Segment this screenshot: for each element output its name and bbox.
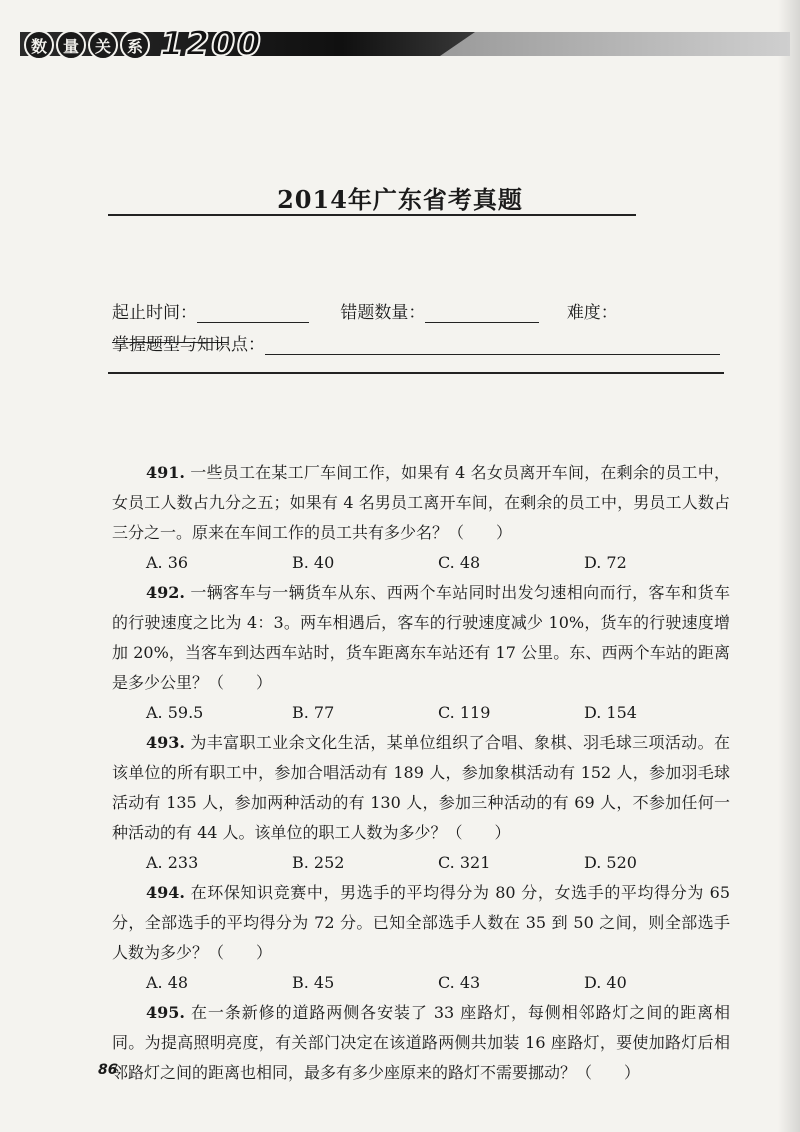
knowledge-field	[265, 336, 720, 355]
option-d: D. 154	[584, 703, 637, 722]
question-number: 491.	[146, 463, 185, 482]
question-text: 一些员工在某工厂车间工作，如果有 4 名女员离开车间，在剩余的员工中，女员工人数占九分之五；如果有 4 名男员工离开车间，在剩余的员工中，男员工人数占三分之一。原来在车间工作的员工共有多少名？（ ）	[112, 463, 730, 542]
knowledge-extra-line	[108, 372, 724, 374]
page-number: 86	[98, 1062, 118, 1078]
banner-char: 关	[88, 30, 118, 60]
option-c: C. 43	[438, 973, 481, 992]
option-a: A. 59.5	[146, 703, 204, 722]
answer-options	[112, 548, 730, 578]
page-title: 2014年广东省考真题	[277, 185, 523, 214]
question-493	[112, 728, 730, 878]
banner-char: 系	[120, 30, 150, 60]
question-number: 495.	[146, 1003, 185, 1022]
option-c: C. 321	[438, 853, 491, 872]
wrong-count-label: 错题数量：	[340, 303, 426, 323]
option-b: B. 45	[292, 973, 335, 992]
option-c: C. 48	[438, 553, 481, 572]
option-b: B. 77	[292, 703, 335, 722]
start-time-label: 起止时间：	[112, 303, 197, 323]
question-stem	[112, 728, 730, 848]
header-banner	[20, 24, 790, 64]
question-number: 494.	[146, 883, 185, 902]
knowledge-label: 掌握题型与知识点：	[112, 335, 265, 355]
banner-number: 1200	[160, 24, 263, 64]
question-491	[112, 458, 730, 578]
question-text: 为丰富职工业余文化生活，某单位组织了合唱、象棋、羽毛球三项活动。在该单位的所有职工中，参加合唱活动有 189 人，参加象棋活动有 152 人，参加羽毛球活动有 135 人，参加两种活动的有 130 人，参加三种活动的有 69 人，不参加任何一种活动的有 44 人。该单位的职工人数为多少？（ ）	[112, 733, 730, 842]
wrong-count-field	[425, 304, 539, 323]
option-a: A. 48	[146, 973, 189, 992]
option-d: D. 72	[584, 553, 627, 572]
start-time-field	[197, 304, 309, 323]
question-number: 493.	[146, 733, 185, 752]
title-underline	[108, 214, 636, 216]
page-edge-shadow	[778, 0, 800, 1132]
question-text: 在环保知识竞赛中，男选手的平均得分为 80 分，女选手的平均得分为 65 分，全部选手的平均得分为 72 分。已知全部选手人数在 35 到 50 之间，则全部选手人数为多少？（ ）	[112, 883, 730, 962]
difficulty-label: 难度：	[566, 303, 618, 323]
option-b: B. 252	[292, 853, 345, 872]
question-text: 一辆客车与一辆货车从东、西两个车站同时出发匀速相向而行，客车和货车的行驶速度之比为 4：3。两车相遇后，客车的行驶速度减少 10%，货车的行驶速度增加 20%，当客车到达西车站时，货车距离东车站还有 17 公里。东、西两个车站的距离是多少公里？（ ）	[112, 583, 730, 692]
option-b: B. 40	[292, 553, 335, 572]
banner-series-name	[24, 30, 150, 60]
answer-options	[112, 968, 730, 998]
question-492	[112, 578, 730, 728]
question-stem	[112, 578, 730, 698]
question-495	[112, 998, 730, 1088]
option-d: D. 520	[584, 853, 637, 872]
option-a: A. 36	[146, 553, 189, 572]
banner-char: 数	[24, 30, 54, 60]
option-d: D. 40	[584, 973, 627, 992]
banner-light-stripe	[440, 32, 790, 56]
question-text: 在一条新修的道路两侧各安装了 33 座路灯，每侧相邻路灯之间的距离相同。为提高照明亮度，有关部门决定在该道路两侧共加装 16 座路灯，要使加路灯后相邻路灯之间的距离也相同，最多有多少座原来的路灯不需要挪动？（ ）	[112, 1003, 730, 1082]
question-stem	[112, 458, 730, 548]
form-row-knowledge	[112, 330, 724, 355]
answer-options	[112, 698, 730, 728]
question-list	[112, 458, 730, 1088]
question-number: 492.	[146, 583, 185, 602]
question-stem	[112, 878, 730, 968]
banner-char: 量	[56, 30, 86, 60]
question-494	[112, 878, 730, 998]
question-stem	[112, 998, 730, 1088]
option-c: C. 119	[438, 703, 491, 722]
answer-options	[112, 848, 730, 878]
option-a: A. 233	[146, 853, 199, 872]
